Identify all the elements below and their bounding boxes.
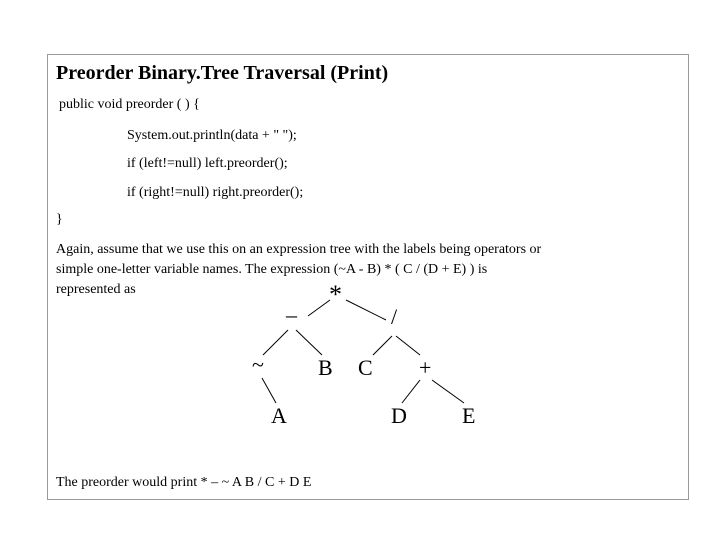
tree-node-b: B [318, 355, 333, 380]
edge-plus-d [402, 380, 420, 403]
tree-node-c: C [358, 355, 373, 380]
code-line-print: System.out.println(data + " "); [127, 128, 297, 143]
edge-root-divide [346, 300, 386, 320]
edge-root-minus [308, 300, 330, 316]
paragraph-line-3: represented as [56, 282, 136, 297]
edge-tilde-a [262, 378, 276, 403]
slide-title: Preorder Binary.Tree Traversal (Print) [56, 62, 389, 84]
edge-minus-tilde [263, 330, 288, 355]
tree-node-d: D [391, 403, 407, 428]
paragraph-line-1: Again, assume that we use this on an expression tree with the labels being operators or [56, 242, 542, 257]
tree-node-a: A [271, 403, 287, 428]
code-line-close-brace: } [56, 212, 63, 227]
tree-node-minus: – [286, 302, 297, 327]
code-line-right: if (right!=null) right.preorder(); [127, 185, 304, 200]
edge-divide-plus [396, 336, 420, 355]
tree-node-root: * [329, 280, 342, 309]
code-line-signature: public void preorder ( ) { [59, 97, 200, 112]
edge-divide-c [373, 336, 392, 355]
tree-node-plus: + [419, 355, 432, 380]
tree-node-divide: / [391, 304, 398, 329]
tree-node-tilde: ~ [252, 352, 264, 377]
preorder-result: The preorder would print * – ~ A B / C + D E [56, 475, 312, 490]
tree-node-e: E [462, 403, 476, 428]
paragraph-line-2: simple one-letter variable names. The expression (~A - B) * ( C / (D + E) ) is [56, 262, 488, 277]
edge-minus-b [296, 330, 322, 355]
code-line-left: if (left!=null) left.preorder(); [127, 156, 288, 171]
edge-plus-e [432, 380, 464, 403]
